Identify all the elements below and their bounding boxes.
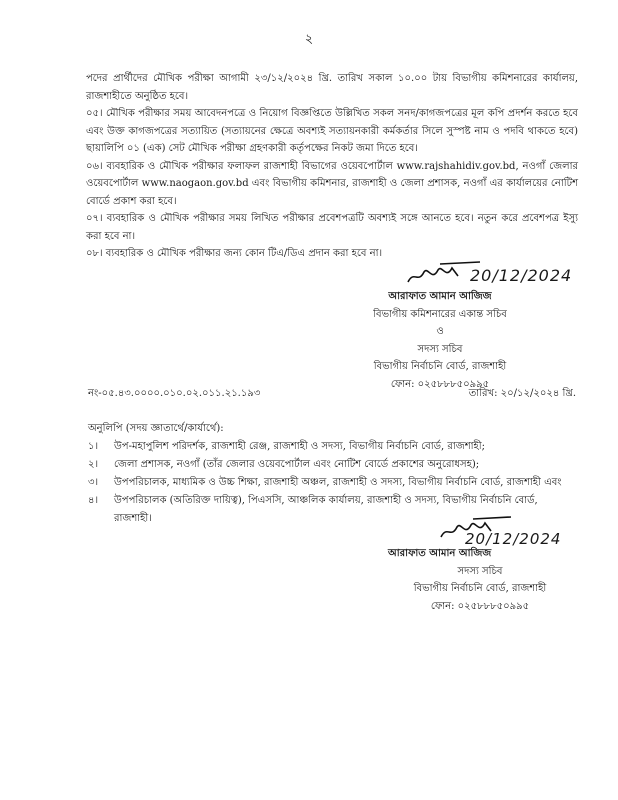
signatory-phone: ফোন: ০২৫৮৮৮৫০৯৯৫ — [390, 378, 490, 390]
item-text: উপ-মহাপুলিশ পরিদর্শক, রাজশাহী রেঞ্জ, রাজশাহী ও সদস্য, বিভাগীয় নির্বাচনি বোর্ড, রাজশাহী; — [114, 441, 486, 452]
memo-date: তারিখ: ২০/১২/২০২৪ খ্রি. — [468, 388, 576, 399]
item-number: ৪। — [88, 495, 99, 506]
item-number: ২। — [88, 459, 99, 470]
item-text: জেলা প্রশাসক, নওগাঁ (তাঁর জেলার ওয়েবপোর্টাল এবং নোটিশ বোর্ডে প্রকাশের অনুরোধসহ); — [114, 459, 480, 470]
signature-date-2: 20/12/2024 — [465, 530, 562, 548]
page-number: ২ — [304, 32, 314, 47]
document-body — [86, 70, 578, 263]
signatory-office: বিভাগীয় নির্বাচনি বোর্ড, রাজশাহী — [373, 361, 507, 372]
copy-heading: অনুলিপি (সদয় জ্ঞাতার্থে/কার্যার্থে): — [88, 423, 224, 434]
signatory-office-2: বিভাগীয় নির্বাচনি বোর্ড, রাজশাহী — [413, 583, 547, 594]
paragraph-05: ০৫। মৌখিক পরীক্ষার সময় আবেদনপত্রে ও নিয়োগ বিজ্ঞপ্তিতে উল্লিখিত সকল সনদ/কাগজপত্রের মূল কপি প্রদর্শন করতে হবে এবং উক্ত কাগজপত্রের সত্যায়িত (সত্যায়নের ক্ষেত্রে অবশ্যই সত্যায়নকারী কর্মকর্তার সিলে সুস্পষ্ট নাম ও পদবি থাকতে হবে) ছায়ালিপি ০১ (এক) সেট মৌখিক পরীক্ষা গ্রহণকারী কর্তৃপক্ষের নিকট জমা দিতে হবে। — [86, 108, 578, 154]
copy-item — [88, 456, 578, 474]
signatory-title: বিভাগীয় কমিশনারের একান্ত সচিব — [373, 308, 507, 320]
copy-item — [88, 438, 578, 456]
signatory-name: আরাফাত আমান আজিজ — [388, 291, 492, 302]
item-number: ৩। — [88, 477, 99, 488]
copy-item — [88, 474, 578, 492]
item-number: ১। — [88, 441, 99, 452]
paragraph-07: ০৭। ব্যবহারিক ও মৌখিক পরীক্ষার সময় লিখিত পরীক্ষার প্রবেশপত্রটি অবশ্যই সঙ্গে আনতে হবে। নতুন করে প্রবেশপত্র ইস্যু করা হবে না। — [86, 213, 578, 242]
item-text: উপপরিচালক (অতিরিক্ত দায়িত্ব), পিএসসি, আঞ্চলিক কার্যালয়, রাজশাহী ও সদস্য, বিভাগীয় নির্বাচনি বোর্ড, রাজশাহী। — [114, 495, 538, 524]
memo-number: নং-০৫.৪৩.০০০০.০১০.০২.০১১.২১.১৯৩ — [88, 388, 261, 399]
signature-date: 20/12/2024 — [470, 266, 573, 285]
signatory-phone-2: ফোন: ০২৫৮৮৮৫০৯৯৫ — [430, 600, 530, 612]
copy-list — [88, 420, 578, 528]
paragraph-08: ০৮। ব্যবহারিক ও মৌখিক পরীক্ষার জন্য কোন টিএ/ডিএ প্রদান করা হবে না। — [86, 248, 383, 259]
paragraph-continuation: পদের প্রার্থীদের মৌখিক পরীক্ষা আগামী ২৩/১২/২০২৪ খ্রি. তারিখ সকাল ১০.০০ টায় বিভাগীয় কমিশনারের কার্যালয়, রাজশাহীতে অনুষ্ঠিত হবে। — [86, 73, 578, 102]
signatory-title-2: সদস্য সচিব — [417, 343, 463, 355]
signatory-title-2: সদস্য সচিব — [457, 565, 503, 577]
item-text: উপপরিচালক, মাধ্যমিক ও উচ্চ শিক্ষা, রাজশাহী অঞ্চল, রাজশাহী ও সদস্য, বিভাগীয় নির্বাচনি বোর্ড, রাজশাহী এবং — [114, 477, 562, 488]
signatory-name-2: আরাফাত আমান আজিজ — [388, 548, 492, 559]
paragraph-06: ০৬। ব্যবহারিক ও মৌখিক পরীক্ষার ফলাফল রাজশাহী বিভাগের ওয়েবপোর্টাল www.rajshahidiv.gov.bd, নওগাঁ জেলার ওয়েবপোর্টাল www.naogaon.gov.bd এবং বিভাগীয় কমিশনার, রাজশাহী ও জেলা প্রশাসক, নওগাঁ এর কার্যালয়ের নোটিশ বোর্ডে প্রকাশ করা হবে। — [86, 160, 578, 207]
signatory-conjunction: ও — [436, 326, 444, 337]
